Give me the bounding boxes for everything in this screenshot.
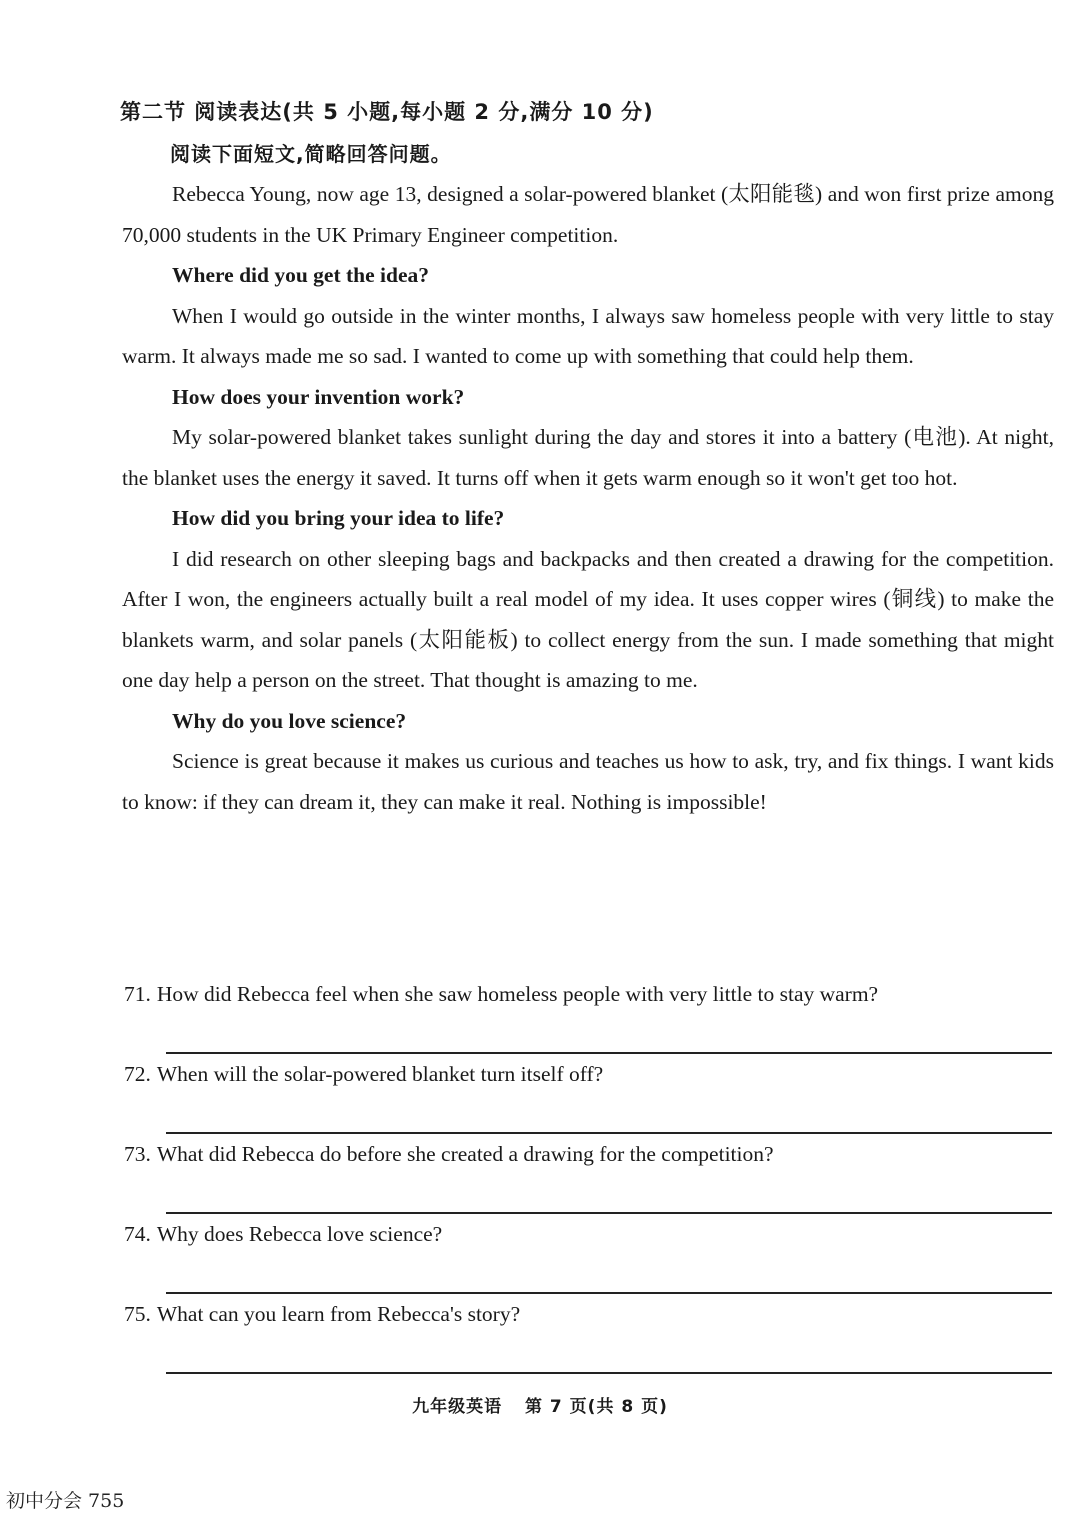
- question-text: [124, 982, 878, 1007]
- question-number: 71.: [124, 982, 151, 1006]
- passage-paragraph: Science is great because it makes us curious and teaches us how to ask, try, and fix things. I want kids to know: if they can dream it, they can make it real. Nothing is impossible!: [122, 749, 1054, 814]
- question-prompt: What can you learn from Rebecca's story?: [156, 1302, 521, 1326]
- watermark-text: 初中分会 755: [6, 1490, 125, 1512]
- question-text: [124, 1302, 520, 1327]
- instructions: 阅读下面短文,简略回答问题。: [170, 142, 452, 166]
- question-item: [124, 1060, 1054, 1140]
- passage-paragraph: Rebecca Young, now age 13, designed a solar-powered blanket (太阳能毯) and won first prize among 70,000 students in the UK Primary Engineer competition.: [122, 182, 1054, 247]
- footer-subject: 九年级英语: [412, 1397, 503, 1417]
- page-footer: [0, 1392, 1080, 1417]
- question-item: [124, 980, 1054, 1060]
- question-prompt: Why does Rebecca love science?: [156, 1222, 443, 1246]
- footer-page-number: 第 7 页(共 8 页): [525, 1397, 668, 1417]
- interview-question: How did you bring your idea to life?: [172, 506, 505, 530]
- passage-paragraph: My solar-powered blanket takes sunlight during the day and stores it into a battery (电池). At night, the blanket uses the energy it saved. It turns off when it gets warm enough so it won't get too hot.: [122, 425, 1054, 490]
- interview-question: Where did you get the idea?: [172, 263, 430, 287]
- interview-question: Why do you love science?: [172, 708, 407, 733]
- question-number: 72.: [124, 1062, 151, 1086]
- question-item: [124, 1140, 1054, 1220]
- answer-line[interactable]: [166, 1292, 1052, 1294]
- answer-line[interactable]: [166, 1212, 1052, 1214]
- answer-line[interactable]: [166, 1132, 1052, 1134]
- question-prompt: How did Rebecca feel when she saw homeless people with very little to stay warm?: [156, 982, 879, 1006]
- question-prompt: What did Rebecca do before she created a drawing for the competition?: [156, 1142, 774, 1166]
- question-item: [124, 1300, 1054, 1380]
- passage-paragraph: When I would go outside in the winter months, I always saw homeless people with very little to stay warm. It always made me so sad. I wanted to come up with something that could help them.: [122, 303, 1054, 368]
- question-number: 73.: [124, 1142, 151, 1166]
- answer-line[interactable]: [166, 1052, 1052, 1054]
- question-number: 74.: [124, 1222, 151, 1246]
- section-title: 第二节 阅读表达(共 5 小题,每小题 2 分,满分 10 分): [120, 100, 654, 124]
- question-text: [124, 1142, 774, 1167]
- passage-paragraph: I did research on other sleeping bags and backpacks and then created a drawing for the competition. After I won, the engineers actually built a real model of my idea. It uses copper wires (铜线) to make the blankets warm, and solar panels (太阳能板) to collect energy from the sun. I made something that might one day help a person on the street. That thought is amazing to me.: [122, 546, 1054, 692]
- question-number: 75.: [124, 1302, 151, 1326]
- question-text: [124, 1222, 442, 1247]
- answer-line[interactable]: [166, 1372, 1052, 1374]
- reading-passage: [122, 174, 1054, 822]
- question-prompt: When will the solar-powered blanket turn itself off?: [156, 1062, 604, 1086]
- question-item: [124, 1220, 1054, 1300]
- interview-question: How does your invention work?: [172, 384, 465, 409]
- question-text: [124, 1062, 603, 1087]
- question-list: [124, 980, 1054, 1380]
